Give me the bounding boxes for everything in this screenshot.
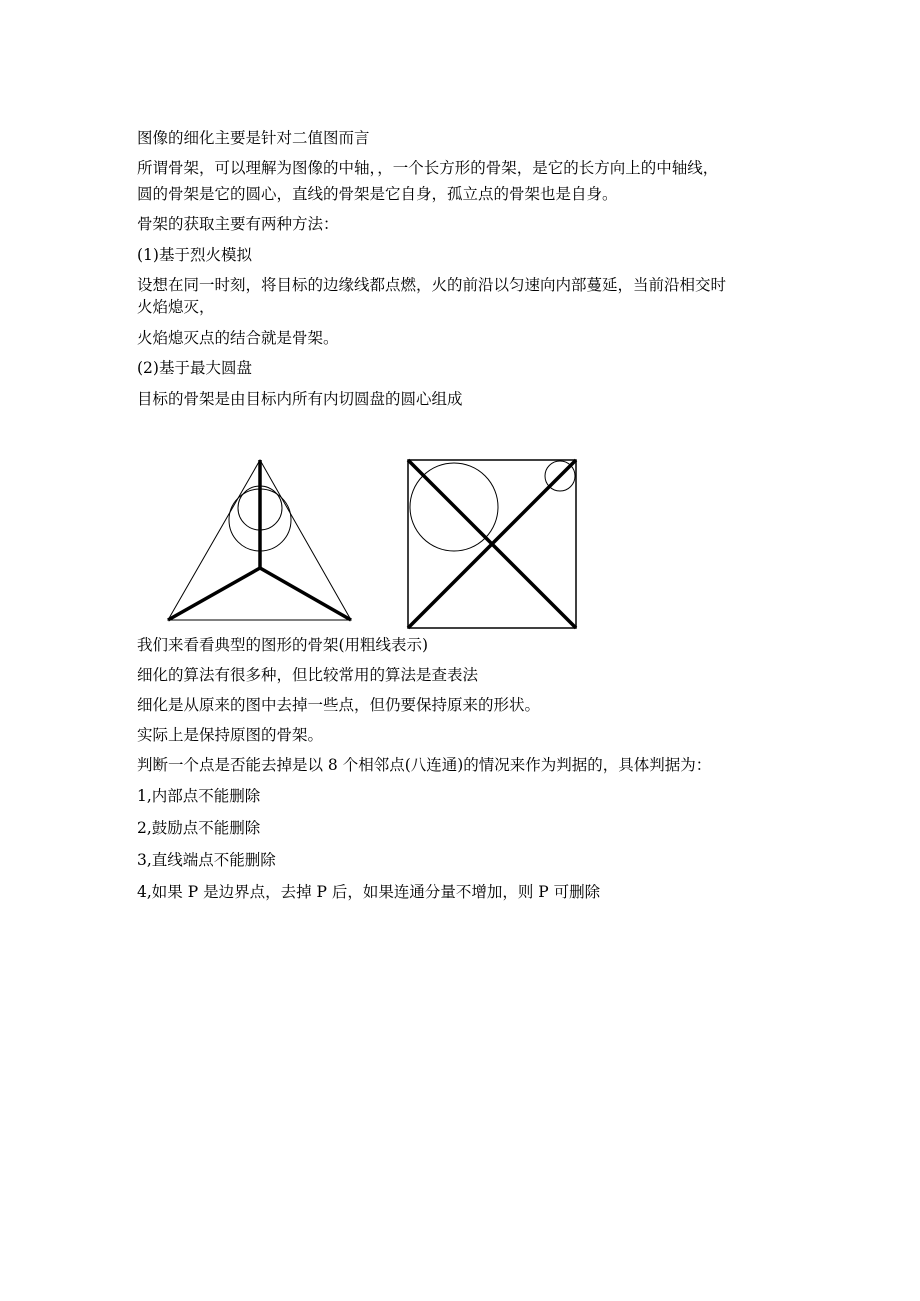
paragraph-10: 我们来看看典型的图形的骨架(用粗线表示) bbox=[137, 636, 429, 654]
paragraph-5: (1)基于烈火模拟 bbox=[137, 246, 252, 264]
triangle-skeleton-figure bbox=[160, 456, 360, 628]
paragraph-14: 判断一个点是否能去掉是以 8 个相邻点(八连通)的情况来作为判据的，具体判据为： bbox=[137, 756, 712, 774]
paragraph-3: 圆的骨架是它的圆心，直线的骨架是它自身，孤立点的骨架也是自身。 bbox=[137, 185, 618, 203]
paragraph-6: 设想在同一时刻，将目标的边缘线都点燃，火的前沿以匀速向内部蔓延，当前沿相交时 bbox=[137, 276, 727, 294]
paragraph-12: 细化是从原来的图中去掉一些点，但仍要保持原来的形状。 bbox=[137, 696, 541, 714]
rule-item-2: 2,鼓励点不能删除 bbox=[137, 819, 261, 837]
paragraph-13: 实际上是保持原图的骨架。 bbox=[137, 726, 324, 744]
square-skeleton-figure bbox=[404, 456, 580, 632]
rule-item-3: 3,直线端点不能删除 bbox=[137, 851, 276, 869]
skeleton-line-right bbox=[260, 568, 351, 620]
rule-item-4: 4,如果 P 是边界点，去掉 P 后，如果连通分量不增加，则 P 可删除 bbox=[137, 883, 601, 901]
paragraph-2: 所谓骨架，可以理解为图像的中轴，，一个长方形的骨架，是它的长方向上的中轴线， bbox=[137, 159, 719, 177]
paragraph-11: 细化的算法有很多种，但比较常用的算法是查表法 bbox=[137, 666, 479, 684]
rule-item-1: 1,内部点不能删除 bbox=[137, 787, 261, 805]
skeleton-line-left bbox=[168, 568, 260, 620]
paragraph-7: 火焰熄灭点的结合就是骨架。 bbox=[137, 329, 339, 347]
paragraph-4: 骨架的获取主要有两种方法： bbox=[137, 215, 339, 233]
paragraph-8: (2)基于最大圆盘 bbox=[137, 359, 252, 377]
paragraph-6-continued: 火焰熄灭， bbox=[137, 298, 215, 316]
paragraph-9: 目标的骨架是由目标内所有内切圆盘的圆心组成 bbox=[137, 390, 463, 408]
paragraph-1: 图像的细化主要是针对二值图而言 bbox=[137, 129, 370, 147]
